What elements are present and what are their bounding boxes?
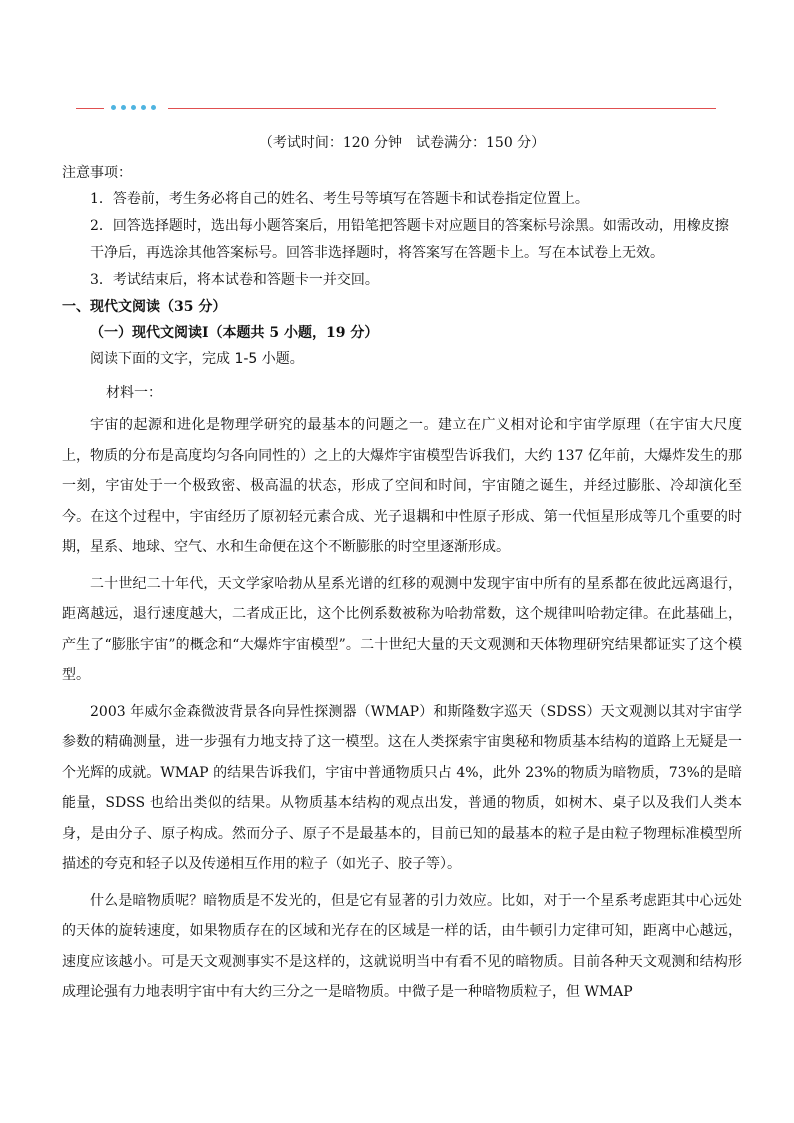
header-dot [141, 105, 146, 110]
header-rule-left [76, 108, 104, 109]
header-rule-right [168, 108, 716, 109]
header-dot [121, 105, 126, 110]
note-item: 2．回答选择题时，选出每小题答案后，用铅笔把答题卡对应题目的答案标号涂黑。如需改动，用橡皮擦干净后，再选涂其他答案标号。回答非选择题时，将答案写在答题卡上。写在本试卷上无效。 [90, 218, 729, 261]
material-paragraph: 什么是暗物质呢？暗物质是不发光的，但是它有显著的引力效应。比如，对于一个星系考虑距其中心远处的天体的旋转速度，如果物质存在的区域和光存在的区域是一样的话，由牛顿引力定律可知，距离中心越远，速度应该越小。可是天文观测事实不是这样的，这就说明当中有看不见的暗物质。目前各种天文观测和结构形成理论强有力地表明宇宙中有大约三分之一是暗物质。中微子是一种暗物质粒子，但 WMAP [62, 892, 742, 1000]
material-paragraph: 二十世纪二十年代，天文学家哈勃从星系光谱的红移的观测中发现宇宙中所有的星系都在彼此远离退行，距离越远，退行速度越大，二者成正比，这个比例系数被称为哈勃常数，这个规律叫哈勃定律。在此基础上，产生了“膨胀宇宙”的概念和“大爆炸宇宙模型”。二十世纪大量的天文观测和天体物理研究结果都证实了这个模型。 [62, 575, 742, 683]
notes-title: 注意事项： [62, 165, 132, 181]
subsection-title: （一）现代文阅读Ⅰ（本题共 5 小题，19 分） [90, 325, 379, 341]
header-dots [111, 105, 156, 110]
material-paragraph: 宇宙的起源和进化是物理学研究的最基本的问题之一。建立在广义相对论和宇宙学原理（在宇宙大尺度上，物质的分布是高度均匀各向同性的）之上的大爆炸宇宙模型告诉我们，大约 137 亿年前，大爆炸发生的那一刻，宇宙处于一个极致密、极高温的状态，形成了空间和时间，宇宙随之诞生，并经过膨胀、冷却演化至今。在这个过程中，宇宙经历了原初轻元素合成、光子退耦和中性原子形成、第一代恒星形成等几个重要的时期，星系、地球、空气、水和生命便在这个不断膨胀的时空里逐渐形成。 [62, 417, 742, 555]
exam-info: （考试时间：120 分钟 试卷满分：150 分） [258, 135, 546, 151]
note-item: 1．答卷前，考生务必将自己的姓名、考生号等填写在答题卡和试卷指定位置上。 [90, 191, 589, 207]
reading-instruction: 阅读下面的文字，完成 1-5 小题。 [90, 351, 304, 367]
material-label: 材料一： [106, 385, 162, 401]
header-dot [131, 105, 136, 110]
section-title: 一、现代文阅读（35 分） [62, 299, 227, 315]
header-dot [151, 105, 156, 110]
header-decoration [0, 104, 794, 114]
material-paragraph: 2003 年威尔金森微波背景各向异性探测器（WMAP）和斯隆数字巡天（SDSS）天文观测以其对宇宙学参数的精确测量，进一步强有力地支持了这一模型。这在人类探索宇宙奥秘和物质基本结构的道路上无疑是一个光辉的成就。WMAP 的结果告诉我们，宇宙中普通物质只占 4%，此外 23%的物质为暗物质，73%的是暗能量，SDSS 也给出类似的结果。从物质基本结构的观点出发，普通的物质，如树木、桌子以及我们人类本身，是由分子、原子构成。然而分子、原子不是最基本的，目前已知的最基本的粒子是由粒子物理标准模型所描述的夸克和轻子以及传递相互作用的粒子（如光子、胶子等）。 [62, 703, 742, 872]
document-body [62, 130, 742, 1008]
header-dot [111, 105, 116, 110]
note-item: 3．考试结束后，将本试卷和答题卡一并交回。 [90, 272, 379, 288]
